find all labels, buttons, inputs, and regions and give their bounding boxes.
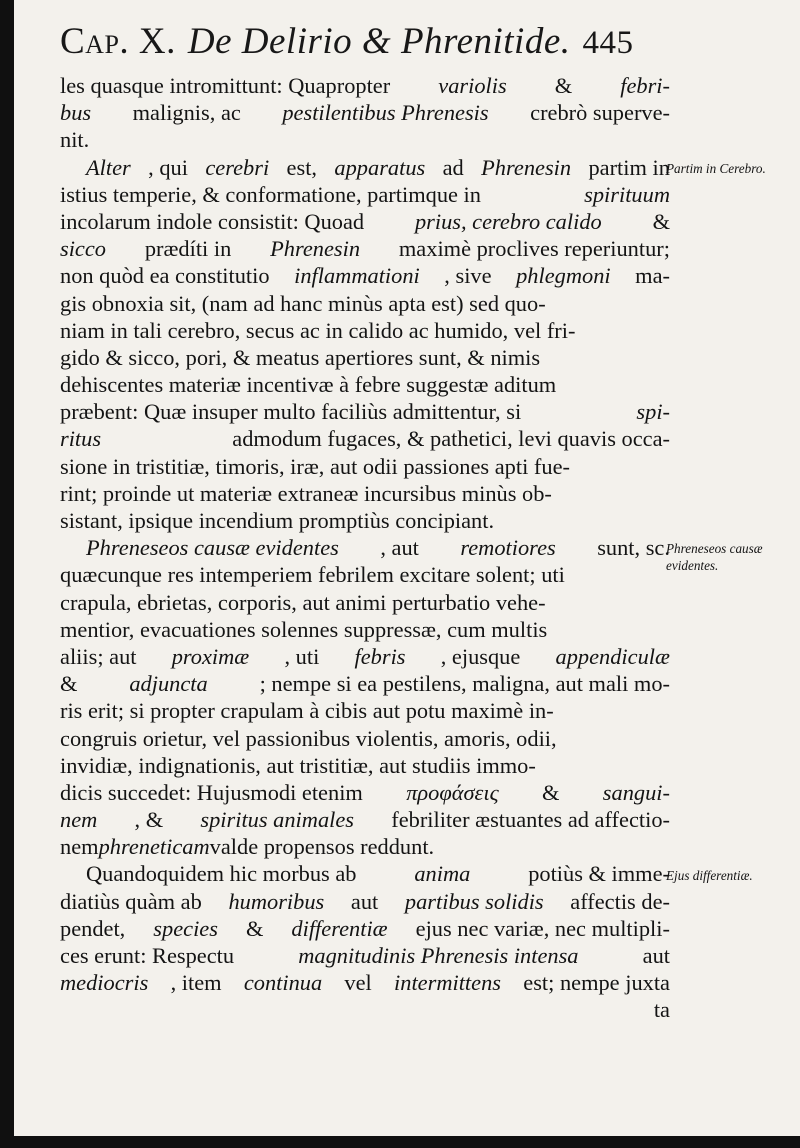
page-number: 445 bbox=[582, 25, 634, 61]
running-header bbox=[60, 20, 700, 76]
italic-text: spiritus animales bbox=[200, 807, 355, 833]
text-span: valde propensos reddunt. bbox=[209, 834, 435, 860]
text-line bbox=[60, 453, 670, 480]
text-span: ; nempe si ea pestilens, maligna, aut mali mo- bbox=[259, 671, 670, 697]
text-span: pendet, bbox=[60, 915, 126, 941]
text-span: ris erit; si propter crapulam à cibis aut potu maximè in- bbox=[60, 698, 554, 724]
italic-text: variolis bbox=[438, 73, 507, 98]
text-span: , uti bbox=[284, 643, 320, 669]
text-line bbox=[60, 942, 670, 969]
text-line bbox=[60, 670, 670, 697]
italic-text: phreneticam bbox=[98, 834, 210, 860]
text-span: niam in tali cerebro, secus ac in calido ac humido, vel fri- bbox=[60, 317, 576, 343]
text-line bbox=[60, 398, 670, 425]
text-span: istius temperie, & conformatione, partimque in bbox=[60, 181, 481, 207]
text-span: partim in bbox=[588, 154, 670, 180]
text-line bbox=[60, 425, 670, 452]
italic-text: differentiæ bbox=[291, 915, 388, 941]
italic-text: humoribus bbox=[228, 888, 325, 914]
margin-note: Ejus differentiæ. bbox=[666, 867, 753, 883]
text-span: est; nempe juxta bbox=[523, 970, 670, 996]
text-span: , aut bbox=[380, 535, 419, 561]
text-span: aut bbox=[642, 943, 670, 968]
italic-text: febri- bbox=[620, 73, 670, 98]
text-line bbox=[60, 154, 670, 181]
text-line bbox=[60, 833, 670, 860]
text-span: ejus nec variæ, nec multipli- bbox=[415, 915, 670, 941]
text-span: quæcunque res intemperiem febrilem excitare solent; uti bbox=[60, 562, 565, 588]
text-line bbox=[60, 235, 670, 262]
italic-text: bus bbox=[60, 100, 92, 126]
text-line bbox=[60, 996, 670, 1023]
text-span: & bbox=[60, 671, 78, 697]
text-line bbox=[60, 534, 670, 561]
chapter-title: De Delirio & Phrenitide. bbox=[187, 21, 571, 62]
italic-text: Phrenesin bbox=[270, 236, 361, 262]
text-span: , item bbox=[170, 970, 222, 996]
italic-text: Phreneseos causæ evidentes bbox=[86, 535, 339, 561]
text-line bbox=[60, 72, 670, 99]
italic-text: apparatus bbox=[334, 154, 426, 180]
italic-text: nem bbox=[60, 807, 98, 833]
text-span: præbent: Quæ insuper multo faciliùs admittentur, si bbox=[60, 399, 522, 425]
text-line bbox=[60, 371, 670, 398]
text-line bbox=[60, 589, 670, 616]
text-span: dicis succedet: Hujusmodi etenim bbox=[60, 779, 363, 805]
text-span: , & bbox=[134, 807, 164, 833]
text-span: sione in tristitiæ, timoris, iræ, aut odii passiones apti fue- bbox=[60, 453, 570, 479]
text-span: est, bbox=[286, 154, 318, 180]
text-span: & bbox=[245, 915, 264, 941]
text-span: maximè proclives reperiuntur; bbox=[398, 236, 670, 262]
italic-text: Phrenesin bbox=[481, 154, 572, 180]
text-line bbox=[60, 99, 670, 126]
text-span: malignis, ac bbox=[132, 100, 241, 126]
text-line bbox=[60, 616, 670, 643]
italic-text: magnitudinis Phrenesis intensa bbox=[298, 943, 579, 968]
italic-text: adjuncta bbox=[129, 671, 208, 697]
text-span: invidiæ, indignationis, aut tristitiæ, aut studiis immo- bbox=[60, 752, 536, 778]
text-line bbox=[60, 181, 670, 208]
italic-text: cerebri bbox=[205, 154, 270, 180]
text-span: non quòd ea constitutio bbox=[60, 263, 270, 289]
italic-text: spi- bbox=[636, 399, 670, 425]
text-line bbox=[60, 752, 670, 779]
text-line bbox=[60, 126, 670, 153]
text-span: ad bbox=[442, 154, 464, 180]
text-span: crapula, ebrietas, corporis, aut animi perturbatio vehe- bbox=[60, 589, 546, 615]
text-span: , sive bbox=[444, 263, 492, 289]
italic-text: sangui- bbox=[602, 779, 670, 805]
text-line bbox=[60, 344, 670, 371]
italic-text: spirituum bbox=[584, 181, 670, 207]
italic-text: pestilentibus Phrenesis bbox=[282, 100, 489, 126]
text-span: rint; proinde ut materiæ extraneæ incursibus minùs ob- bbox=[60, 480, 552, 506]
text-line bbox=[60, 969, 670, 996]
text-span: , qui bbox=[148, 154, 188, 180]
italic-text: remotiores bbox=[460, 535, 556, 561]
text-line bbox=[60, 507, 670, 534]
text-span: affectis de- bbox=[570, 888, 670, 914]
text-span: prædíti in bbox=[144, 236, 232, 262]
text-span: diatiùs quàm ab bbox=[60, 888, 202, 914]
text-span: admodum fugaces, & pathetici, levi quavis occa- bbox=[232, 426, 670, 452]
italic-text: continua bbox=[243, 970, 323, 996]
main-text-block bbox=[60, 72, 670, 1024]
text-line bbox=[60, 888, 670, 915]
text-span: gido & sicco, pori, & meatus apertiores sunt, & nimis bbox=[60, 344, 541, 370]
italic-text: mediocris bbox=[60, 970, 149, 996]
margin-note: Partim in Cerebro. bbox=[666, 160, 766, 176]
text-span: nit. bbox=[60, 127, 90, 153]
italic-text: prius, cerebro calido bbox=[414, 208, 602, 234]
margin-notes-column bbox=[666, 0, 798, 1136]
text-span: sistant, ipsique incendium promptiùs concipiant. bbox=[60, 508, 495, 533]
italic-text: partibus solidis bbox=[404, 888, 544, 914]
text-span: aliis; aut bbox=[60, 643, 137, 669]
text-line bbox=[60, 480, 670, 507]
text-span: ta bbox=[653, 997, 670, 1023]
italic-text: Alter bbox=[86, 154, 131, 180]
text-line bbox=[60, 725, 670, 752]
text-span: les quasque intromittunt: Quapropter bbox=[60, 73, 391, 98]
italic-text: anima bbox=[414, 861, 471, 887]
text-span: gis obnoxia sit, (nam ad hanc minùs apta est) sed quo- bbox=[60, 290, 546, 316]
text-span: , ejusque bbox=[440, 643, 521, 669]
italic-text: intermittens bbox=[394, 970, 501, 996]
text-line bbox=[60, 262, 670, 289]
text-line bbox=[60, 317, 670, 344]
text-line bbox=[60, 779, 670, 806]
text-span: vel bbox=[344, 970, 372, 996]
text-span: dehiscentes materiæ incentivæ à febre suggestæ aditum bbox=[60, 372, 557, 398]
italic-text: phlegmoni bbox=[516, 263, 611, 289]
margin-note: Phreneseos causæ evidentes. bbox=[666, 541, 763, 574]
italic-text: inflammationi bbox=[294, 263, 420, 289]
text-span: & bbox=[542, 779, 560, 805]
text-span: sunt, sc. bbox=[597, 535, 670, 561]
text-line bbox=[60, 697, 670, 724]
italic-text: appendiculæ bbox=[555, 643, 670, 669]
italic-text: proximæ bbox=[171, 643, 250, 669]
text-line bbox=[60, 561, 670, 588]
text-line bbox=[60, 915, 670, 942]
text-span: & bbox=[652, 208, 670, 234]
text-line bbox=[60, 860, 670, 887]
text-span: potiùs & imme- bbox=[528, 861, 670, 887]
text-span: ces erunt: Respectu bbox=[60, 943, 235, 968]
text-span: nem bbox=[60, 834, 99, 860]
text-line bbox=[60, 208, 670, 235]
italic-text: species bbox=[153, 915, 218, 941]
text-line bbox=[60, 643, 670, 670]
chapter-label: Cap. X. bbox=[60, 21, 176, 62]
italic-text: sicco bbox=[60, 236, 107, 262]
text-span: congruis orietur, vel passionibus violentis, amoris, odii, bbox=[60, 725, 557, 751]
italic-text: febris bbox=[354, 643, 406, 669]
text-span: & bbox=[554, 73, 573, 98]
text-span: febriliter æstuantes ad affectio- bbox=[391, 807, 670, 833]
text-span: crebrò superve- bbox=[530, 100, 670, 126]
italic-text: ritus bbox=[60, 426, 102, 452]
text-span: incolarum indole consistit: Quoad bbox=[60, 208, 365, 234]
text-line bbox=[60, 806, 670, 833]
text-span: mentior, evacuationes solennes suppressæ, cum multis bbox=[60, 616, 548, 642]
book-page bbox=[14, 0, 800, 1136]
text-span: Quandoquidem hic morbus ab bbox=[86, 861, 357, 887]
text-span: aut bbox=[350, 888, 379, 914]
italic-text: προφάσεις bbox=[406, 779, 499, 805]
text-span: ma- bbox=[635, 263, 670, 289]
text-line bbox=[60, 290, 670, 317]
